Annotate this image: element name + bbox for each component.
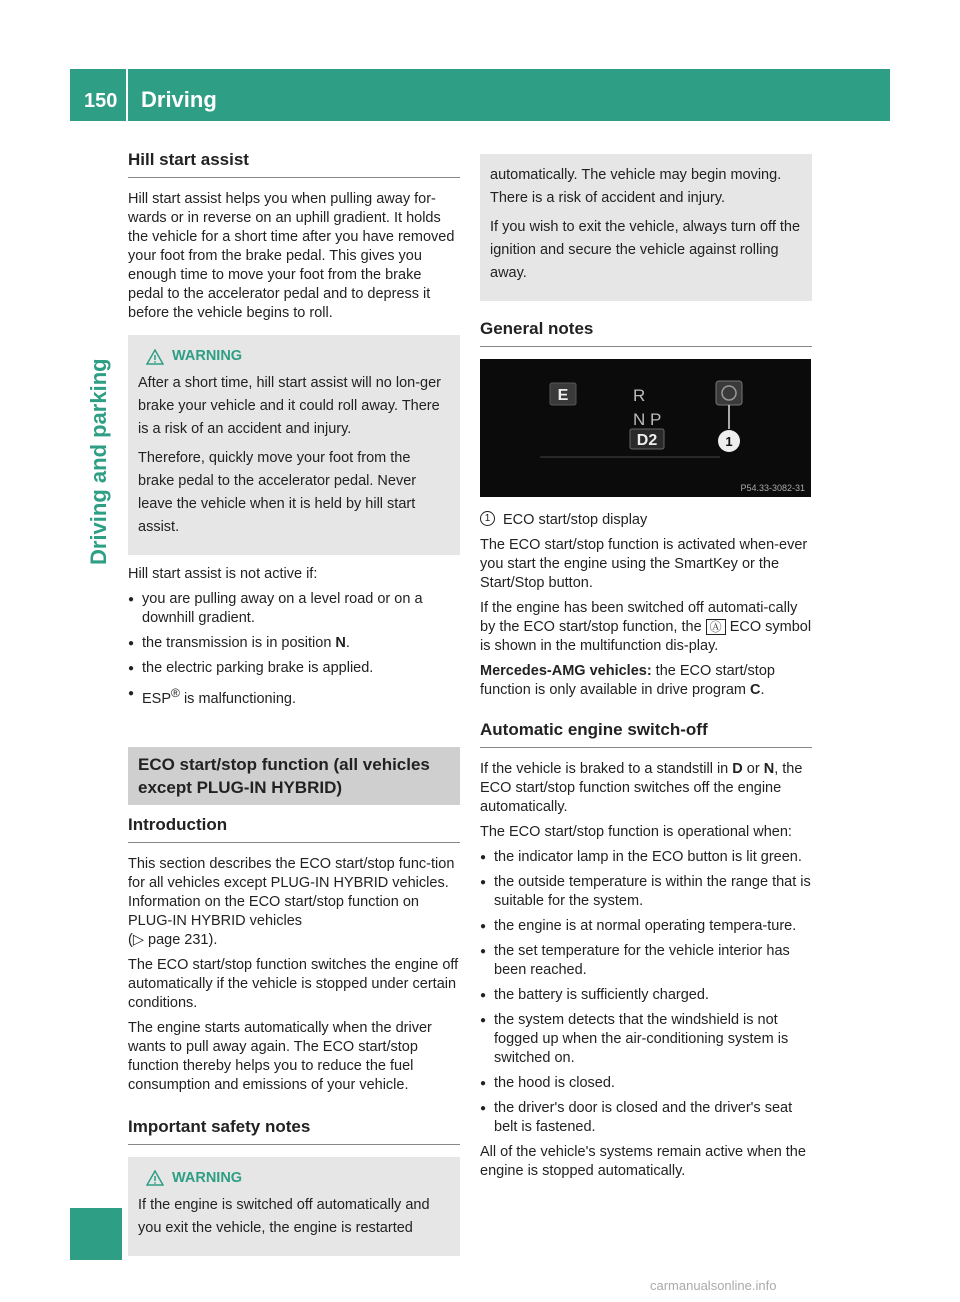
intro-paragraph: This section describes the ECO start/stop func-tion for all vehicles except PLUG-IN HYBRID vehicles. Information on the ECO start/stop function on PLUG-IN HYBRID vehicles (▷ page 231).	[128, 855, 455, 948]
general-paragraph: The ECO start/stop function is activated when-ever you start the engine using the SmartKey or the Start/Stop button.	[480, 537, 808, 591]
list-item: ● the battery is sufficiently charged.	[480, 986, 812, 1005]
auto-paragraph: If the vehicle is braked to a standstill in D or N, the ECO start/stop function switches off the engine automatically.	[480, 761, 803, 815]
warning-box-hill	[128, 335, 460, 555]
list-item: ● the outside temperature is within the range that is suitable for the system.	[480, 873, 812, 911]
not-active-list	[128, 590, 460, 709]
warning-text: If you wish to exit the vehicle, always turn off the ignition and secure the vehicle against rolling away.	[490, 219, 801, 281]
intro-paragraph: The engine starts automatically when the driver wants to pull away again. The ECO start/stop function thereby helps you to reduce the fuel consumption and emissions of your vehicle.	[128, 1019, 432, 1093]
list-item: ● the indicator lamp in the ECO button is lit green.	[480, 848, 812, 867]
warning-text: If the engine is switched off automatically and you exit the vehicle, the engine is restarted	[138, 1196, 430, 1236]
warning-text: After a short time, hill start assist will no lon-ger brake your vehicle and it could roll away. There is a risk of an accident and injury.	[138, 375, 441, 437]
safety-heading: Important safety notes	[128, 1117, 460, 1145]
hill-start-paragraph: Hill start assist helps you when pulling away for-wards or in reverse on an uphill gradient. It holds the vehicle for a short time after you have removed your foot from the brake pedal. This gives you enough time to move your foot from the brake pedal to the accelerator pedal and to depress it before the vehicle begins to roll.	[128, 191, 455, 321]
operational-conditions-list	[480, 848, 812, 1137]
eco-display-illustration	[480, 359, 811, 497]
image-caption: 1 ECO start/stop display	[480, 511, 812, 530]
right-column	[480, 154, 812, 1187]
warning-header	[146, 1167, 450, 1190]
header-divider	[126, 69, 128, 121]
gear-n-p: N P	[633, 410, 662, 429]
page-number: 150	[84, 90, 118, 112]
watermark: carmanualsonline.info	[650, 1278, 777, 1293]
warning-box-continued	[480, 154, 812, 301]
list-item: ● the system detects that the windshield is not fogged up when the air-conditioning system is switched on.	[480, 1011, 812, 1068]
chapter-title: Driving	[141, 87, 217, 112]
eco-display-image	[480, 359, 811, 497]
callout-1-icon: 1	[480, 511, 495, 526]
auto-paragraph: All of the vehicle's systems remain active when the engine is stopped automatically.	[480, 1144, 806, 1179]
hill-start-heading: Hill start assist	[128, 150, 460, 178]
amg-paragraph: Mercedes-AMG vehicles: the ECO start/stop function is only available in drive program C.	[480, 663, 775, 698]
warning-box-eco	[128, 1157, 460, 1256]
eco-section-heading: ECO start/stop function (all vehicles except PLUG-IN HYBRID)	[128, 747, 460, 805]
warning-header	[146, 345, 450, 368]
gear-d2: D2	[636, 432, 658, 449]
general-paragraph: If the engine has been switched off automati-cally by the ECO start/stop function, the Ⓐ ECO symbol is shown in the multifunction dis-play.	[480, 600, 812, 654]
eco-symbol-icon: Ⓐ	[706, 619, 726, 635]
warning-label: WARNING	[172, 348, 243, 364]
intro-paragraph: The ECO start/stop function switches the engine off automatically if the vehicle is stopped under certain conditions.	[128, 956, 459, 1011]
introduction-heading: Introduction	[128, 815, 460, 843]
list-item: ● the engine is at normal operating tempera-ture.	[480, 917, 812, 936]
page-reference-link[interactable]: (▷ page 231).	[128, 931, 218, 948]
warning-text: automatically. The vehicle may begin moving. There is a risk of accident and injury.	[490, 167, 782, 206]
list-item: ● the hood is closed.	[480, 1074, 812, 1093]
list-item: ● ESP® is malfunctioning.	[128, 684, 460, 709]
warning-triangle-icon	[146, 1170, 164, 1186]
gear-r: R	[633, 386, 646, 405]
warning-text: Therefore, quickly move your foot from the brake pedal to the accelerator pedal. Never leave the vehicle when it is held by hill start assist.	[138, 450, 417, 535]
list-item: ● the set temperature for the vehicle interior has been reached.	[480, 942, 812, 980]
auto-switch-off-heading: Automatic engine switch-off	[480, 720, 812, 748]
list-item: ● the electric parking brake is applied.	[128, 659, 460, 678]
side-tab-marker	[70, 1208, 122, 1260]
left-column	[128, 140, 460, 1266]
not-active-intro: Hill start assist is not active if:	[128, 566, 318, 582]
gear-mode-e: E	[557, 387, 569, 404]
general-notes-heading: General notes	[480, 319, 812, 347]
auto-paragraph: The ECO start/stop function is operational when:	[480, 824, 792, 840]
callout-number: 1	[725, 434, 733, 449]
list-item: ● the driver's door is closed and the driver's seat belt is fastened.	[480, 1099, 812, 1137]
warning-triangle-icon	[146, 349, 164, 365]
warning-label: WARNING	[172, 1169, 243, 1186]
list-item: ● the transmission is in position N.	[128, 634, 460, 653]
list-item: ● you are pulling away on a level road or on a downhill gradient.	[128, 590, 460, 628]
side-chapter-label: Driving and parking	[86, 358, 111, 565]
image-code: P54.33-3082-31	[740, 483, 805, 493]
